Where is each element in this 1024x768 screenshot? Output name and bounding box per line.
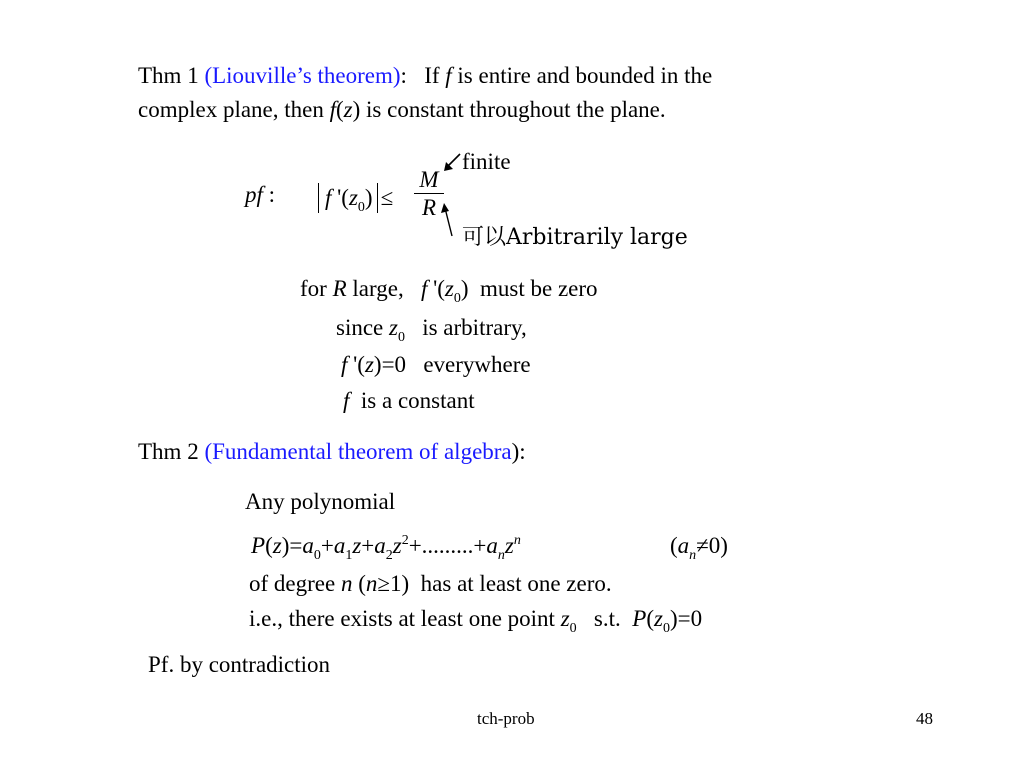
fraction-numerator: M [419, 167, 439, 192]
step3-z: z [364, 352, 374, 377]
thm2-prefix: Thm 2 [138, 439, 205, 464]
pf-by-contradiction: Pf. by contradiction [148, 652, 331, 677]
eq-supn: n [513, 533, 521, 548]
step1-close: ) [460, 276, 469, 301]
bound-sub: 0 [357, 200, 365, 215]
page-number: 48 [916, 709, 933, 728]
ie-sub: 0 [569, 621, 577, 636]
thm2-name: (Fundamental theorem of algebra [204, 439, 512, 464]
proof-step-1 [300, 276, 598, 306]
step2-z: z [389, 315, 398, 340]
cond-a: a [677, 533, 690, 558]
pf-colon: : [262, 182, 276, 207]
bound-f: f [325, 185, 332, 210]
leq-sign: ≤ [380, 185, 394, 210]
pf-label [245, 183, 275, 206]
step3-b: everywhere [423, 352, 531, 377]
step4-b: is a constant [360, 388, 475, 413]
annotation-finite: finite [462, 149, 511, 174]
eq-z1: z [352, 533, 362, 558]
degree-geq: ≥1) [377, 571, 410, 596]
eq-a2: a [374, 533, 386, 558]
cond-sub: n [689, 548, 697, 563]
degree-n: n [340, 571, 353, 596]
step1-R: R [332, 276, 347, 301]
cond-rest: ≠0) [696, 533, 728, 558]
thm1-line2-a: complex plane, then [138, 97, 330, 122]
step3-eq: =0 [381, 352, 407, 377]
thm1-line2-po: ( [336, 97, 344, 122]
annotation-arbitrarily-large: 可以Arbitrarily large [462, 225, 688, 250]
thm1-line1-b: is entire and bounded in the [451, 63, 713, 88]
eq-sub1: 1 [345, 548, 353, 563]
eq-sup2: 2 [401, 533, 409, 548]
thm1-line2-b: is constant throughout the plane. [360, 97, 666, 122]
step1-c: must be zero [480, 276, 598, 301]
step1-a: for [300, 276, 333, 301]
eq-subn: n [497, 548, 505, 563]
thm2-close: ): [511, 439, 526, 464]
thm1-line2-f: f [329, 97, 336, 122]
arrow-to-r-icon [440, 202, 456, 238]
degree-n2: n [365, 571, 378, 596]
step1-f: f [420, 276, 428, 301]
step1-prime: '( [427, 276, 445, 301]
step1-z: z [444, 276, 454, 301]
step3-f: f [341, 352, 348, 377]
step2-a: since [336, 315, 390, 340]
proof-step-2 [336, 315, 527, 345]
step3-close: ) [373, 352, 382, 377]
thm1-prefix: Thm 1 [138, 63, 205, 88]
step4-f: f [343, 388, 350, 413]
eq-z: z [272, 533, 282, 558]
ie-st: s.t. [593, 606, 621, 631]
fraction-denominator: R [421, 195, 437, 220]
bound-expression [318, 183, 393, 213]
eq-dots: +.........+ [408, 533, 487, 558]
step3-prime: '( [347, 352, 365, 377]
thm2-any-polynomial: Any polynomial [245, 489, 396, 514]
ie-line: i.e., there exists at least one point $z_0$ s.t. $P(z_0)=0$ [249, 606, 703, 636]
thm1-colon: : [400, 63, 407, 88]
ie-z: z [560, 606, 570, 631]
step2-b: is arbitrary, [422, 315, 527, 340]
thm1-line2-pc: ) [352, 97, 361, 122]
proof-step-3 [341, 353, 531, 376]
footer-label: tch-prob [477, 709, 535, 728]
ie-P: P [632, 606, 647, 631]
eq-a1: a [333, 533, 346, 558]
ie-a: i.e., there exists at least one point [249, 606, 561, 631]
polynomial-condition: $(a_n\ne 0)$ [670, 533, 728, 563]
bound-prime: '( [331, 185, 349, 210]
fraction-bar [414, 193, 444, 194]
eq-zn: z [504, 533, 514, 558]
eq-z2: z [392, 533, 402, 558]
eq-sub2: 2 [385, 548, 393, 563]
thm1-line1-a: If [424, 63, 446, 88]
thm2-title [138, 440, 526, 463]
thm1-line1 [138, 64, 712, 87]
degree-paren: ( [352, 571, 366, 596]
arrow-to-m-icon [442, 152, 462, 172]
step2-sub: 0 [397, 330, 405, 345]
abs-bar-right [377, 183, 378, 213]
eq-sub0: 0 [313, 548, 321, 563]
step1-b: large, [346, 276, 404, 301]
degree-a: of degree [249, 571, 341, 596]
bound-close: ) [364, 185, 373, 210]
proof-step-4 [343, 389, 475, 412]
ie-eq: )=0 [669, 606, 703, 631]
polynomial-equation: $P(z)=a_0+a_1z+a_2z^2+.........+a_nz^n$ [251, 533, 521, 563]
eq-a0: a [302, 533, 314, 558]
thm1-line2 [138, 98, 666, 121]
eq-an: a [486, 533, 498, 558]
ie-sub2: 0 [662, 621, 670, 636]
thm1-line1-f: f [445, 63, 452, 88]
degree-line [249, 572, 612, 595]
step1-sub: 0 [453, 291, 461, 306]
thm1-name: (Liouville’s theorem) [204, 63, 401, 88]
ie-z2: z [653, 606, 663, 631]
degree-b: has at least one zero. [420, 571, 612, 596]
abs-bar-left [318, 183, 319, 213]
pf-text: pf [245, 182, 263, 207]
thm1-line2-z: z [343, 97, 353, 122]
bound-z: z [348, 185, 358, 210]
eq-P: P [251, 533, 266, 558]
